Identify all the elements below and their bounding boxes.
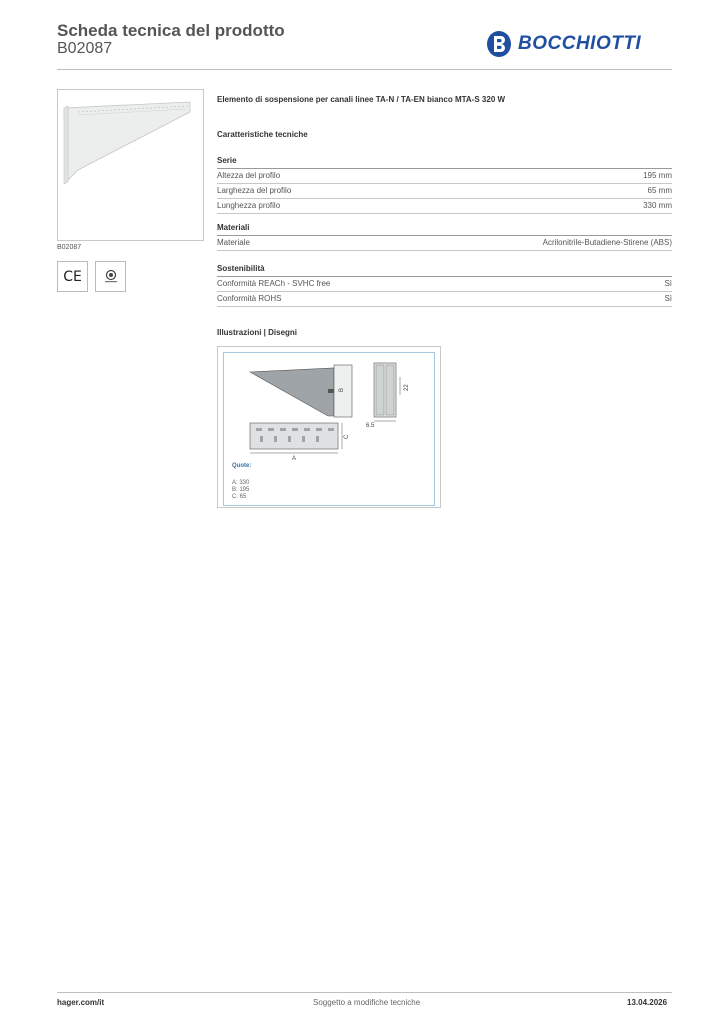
bracket-drawing-image (224, 353, 434, 461)
spec-value: 195 mm (643, 171, 672, 180)
spec-row (217, 199, 672, 214)
bocchiotti-logo-icon (486, 30, 512, 58)
quote-title: Quote: (232, 463, 252, 469)
quote-line: A: 330 (232, 480, 250, 486)
footer-website-link[interactable]: hager.com/it (57, 998, 105, 1007)
spec-label: Larghezza del profilo (217, 186, 292, 195)
product-photo (57, 89, 204, 241)
spec-label: Conformità REACh - SVHC free (217, 279, 331, 288)
ce-mark-icon (57, 261, 88, 292)
spec-row (217, 169, 672, 184)
bracket-photo-image (58, 90, 203, 240)
sostenibilita-heading: Sostenibilità (217, 262, 672, 277)
serie-heading: Serie (217, 154, 672, 169)
illustrations-heading: Illustrazioni | Disegni (217, 328, 298, 337)
spec-value: 330 mm (643, 201, 672, 210)
certification-badge-icon (95, 261, 126, 292)
dim-label-b: B (339, 387, 345, 392)
logo-text: BOCCHIOTTI (518, 33, 642, 54)
spec-row (217, 236, 672, 251)
spec-value: Acrilonitrile-Butadiene-Stirene (ABS) (542, 238, 672, 247)
brand-logo (486, 29, 666, 59)
materiali-section (217, 221, 672, 251)
dim-label-6-5: 6.5 (366, 423, 375, 429)
serie-section (217, 154, 672, 214)
certification-seal-icon (102, 268, 120, 286)
quote-line: B: 195 (232, 487, 250, 493)
spec-label: Altezza del profilo (217, 171, 281, 180)
footer-divider (57, 992, 672, 993)
technical-heading: Caratteristiche tecniche (217, 130, 308, 139)
spec-row (217, 292, 672, 307)
materiali-heading: Materiali (217, 221, 672, 236)
product-description: Elemento di sospensione per canali linee TA-N / TA-EN bianco MTA-S 320 W (217, 95, 506, 104)
spec-value: 65 mm (647, 186, 672, 195)
photo-caption: B02087 (57, 244, 82, 251)
footer-date: 13.04.2026 (627, 998, 668, 1007)
dim-label-a: A (292, 456, 297, 461)
spec-value: Sì (664, 294, 672, 303)
quote-line: C: 65 (232, 494, 247, 500)
dim-label-c: C (344, 434, 350, 439)
dim-label-22: 22 (404, 384, 410, 391)
spec-label: Lunghezza profilo (217, 201, 281, 210)
technical-drawing (217, 346, 441, 508)
drawing-frame (223, 352, 435, 506)
sostenibilita-section (217, 262, 672, 307)
spec-row (217, 184, 672, 199)
footer-notice: Soggetto a modifiche tecniche (313, 998, 421, 1007)
product-code: B02087 (57, 40, 113, 57)
spec-label: Materiale (217, 238, 250, 247)
ce-mark-label: CE (63, 268, 82, 285)
document-title: Scheda tecnica del prodotto (57, 21, 285, 40)
spec-row (217, 277, 672, 292)
spec-label: Conformità ROHS (217, 294, 282, 303)
spec-value: Sì (664, 279, 672, 288)
header-divider (57, 69, 672, 70)
